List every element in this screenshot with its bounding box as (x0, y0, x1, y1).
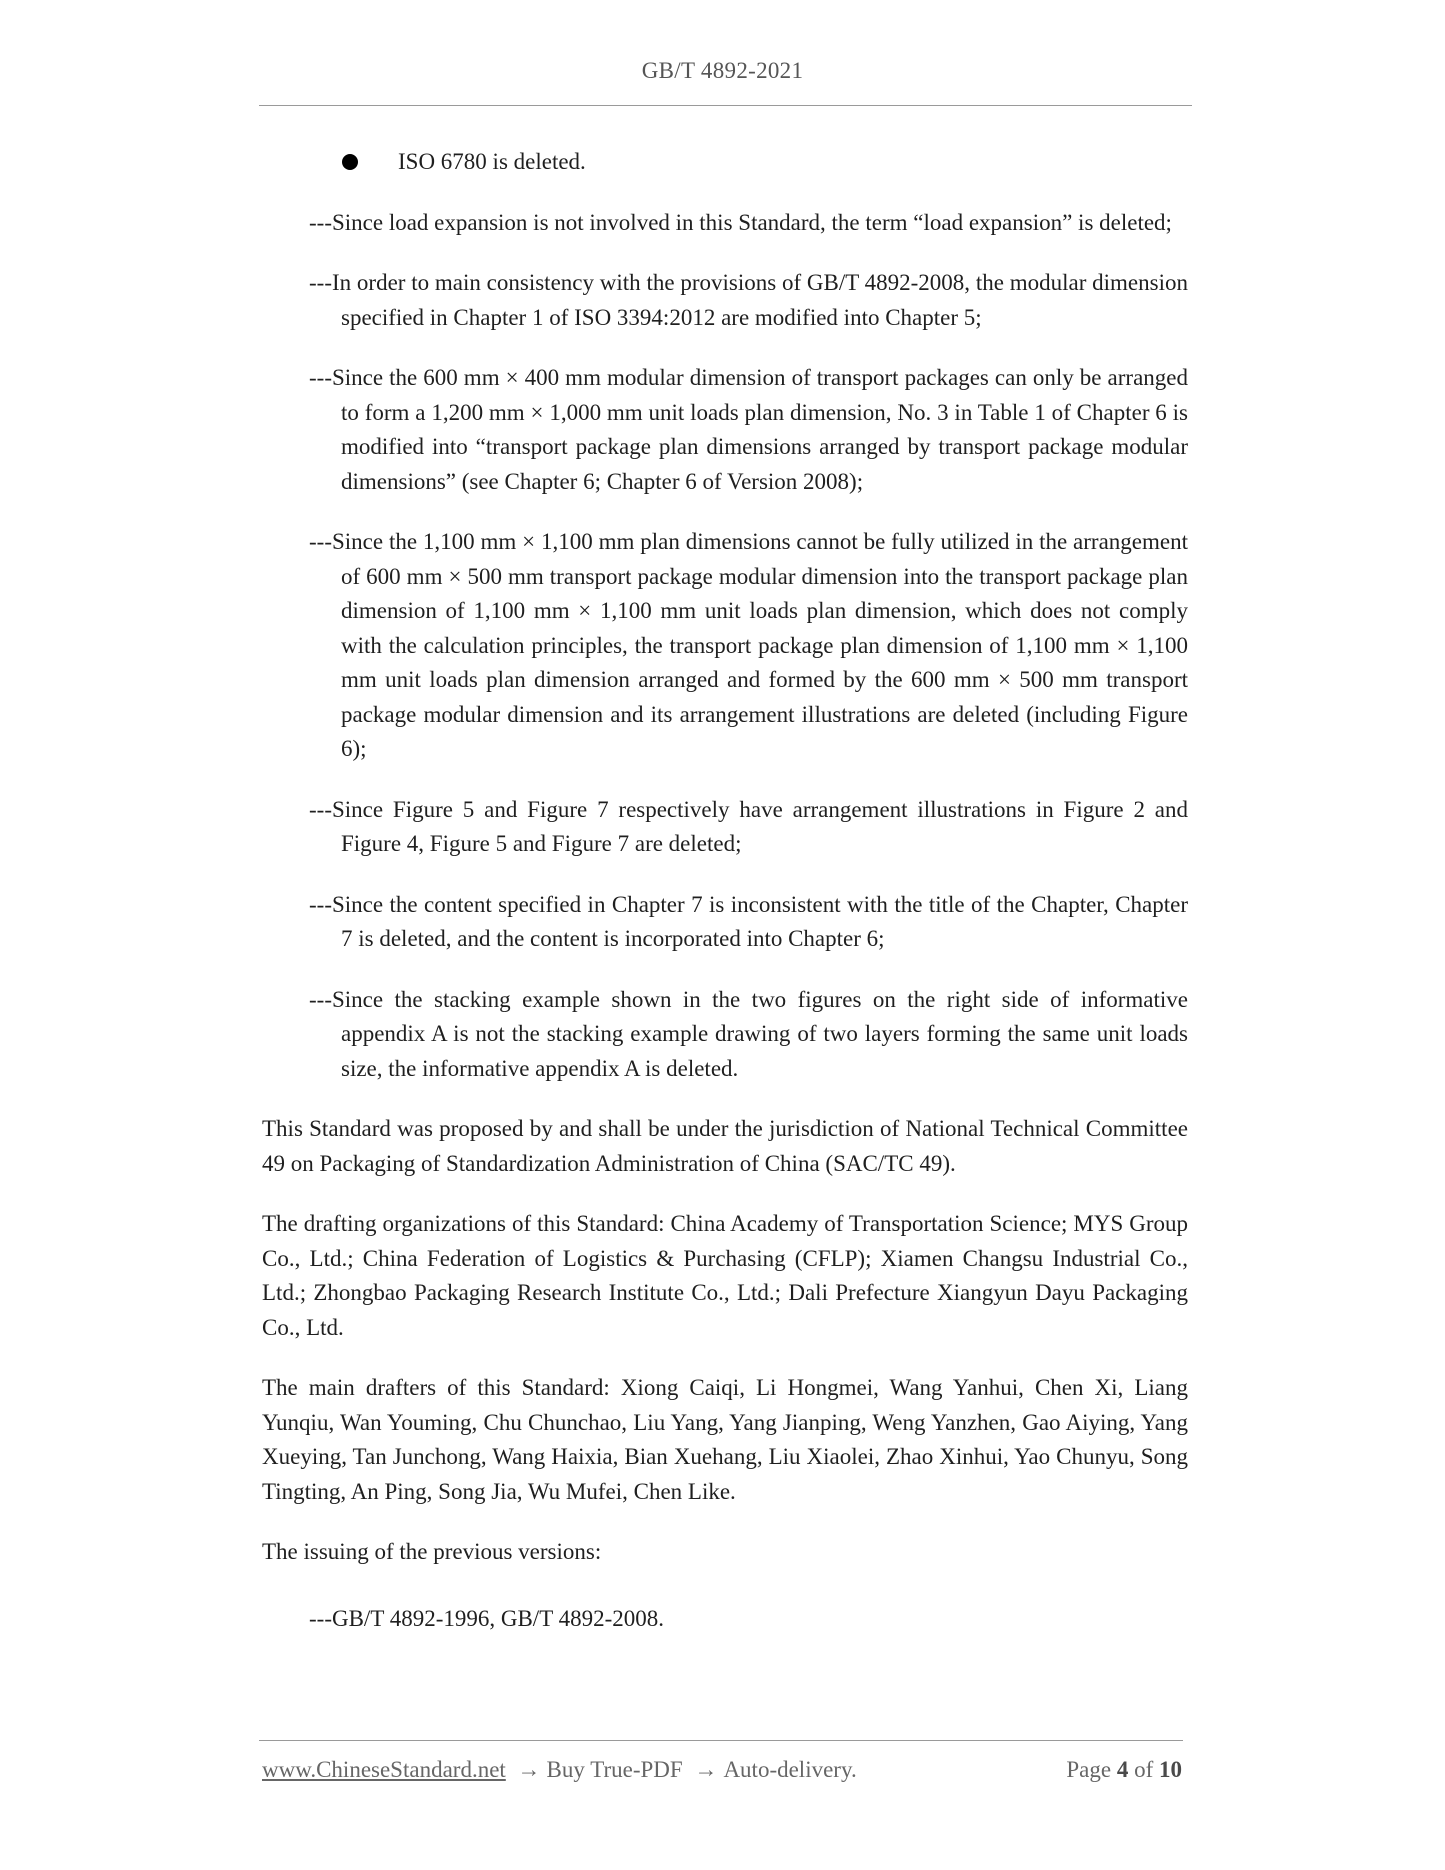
arrow-right-icon: → (694, 1757, 718, 1782)
auto-delivery-text: Auto-delivery. (723, 1757, 857, 1782)
page-of-label: of (1134, 1757, 1154, 1782)
change-item: ---In order to main consistency with the provisions of GB/T 4892-2008, the modular dimension specified in Chapter 1 of ISO 3394:2012 are modified into Chapter 5; (309, 270, 1188, 330)
page-footer (262, 1757, 1182, 1783)
main-drafters-paragraph: The main drafters of this Standard: Xiong Caiqi, Li Hongmei, Wang Yanhui, Chen Xi, Liang Yunqiu, Wan Youming, Chu Chunchao, Liu Yang, Yang Jianping, Weng Yanzhen, Gao Aiying, Yang Xueying, Tan Junchong, Wang Haixia, Bian Xuehang, Liu Xiaolei, Zhao Xinhui, Yao Chunyu, Song Tingting, An Ping, Song Jia, Wu Mufei, Chen Like. (262, 1375, 1188, 1504)
page-number (1066, 1757, 1182, 1783)
buy-pdf-text: Buy True-PDF (546, 1757, 683, 1782)
bullet-dot-icon (342, 154, 358, 170)
previous-versions-list: ---GB/T 4892-1996, GB/T 4892-2008. (309, 1605, 664, 1631)
arrow-right-icon: → (517, 1757, 541, 1782)
page-header-title: GB/T 4892-2021 (641, 58, 804, 83)
drafting-organizations-paragraph: The drafting organizations of this Standard: China Academy of Transportation Science; MYS Group Co., Ltd.; China Federation of Logistics & Purchasing (CFLP); Xiamen Changsu Industrial Co., Ltd.; Zhongbao Packaging Research Institute Co., Ltd.; Dali Prefecture Xiangyun Dayu Packaging Co., Ltd. (262, 1211, 1188, 1340)
previous-versions-heading: The issuing of the previous versions: (262, 1539, 602, 1564)
change-item: ---Since the 1,100 mm × 1,100 mm plan dimensions cannot be fully utilized in the arrangement of 600 mm × 500 mm transport package modular dimension into the transport package plan dimension of 1,100 mm × 1,100 mm unit loads plan dimension, which does not comply with the calculation principles, the transport package plan dimension of 1,100 mm × 1,100 mm unit loads plan dimension arranged and formed by the 600 mm × 500 mm transport package modular dimension and its arrangement illustrations are deleted (including Figure 6); (309, 529, 1188, 761)
bullet-text: ISO 6780 is deleted. (398, 149, 586, 174)
current-page: 4 (1116, 1757, 1129, 1782)
footer-divider (259, 1740, 1183, 1741)
document-body (262, 145, 1188, 1636)
change-item: ---Since the stacking example shown in the two figures on the right side of informative appendix A is not the stacking example drawing of two layers forming the same unit loads size, the informative appendix A is deleted. (309, 986, 1188, 1081)
website-link[interactable]: www.ChineseStandard.net (262, 1757, 506, 1782)
change-item: ---Since Figure 5 and Figure 7 respectively have arrangement illustrations in Figure 2 and Figure 4, Figure 5 and Figure 7 are deleted; (309, 796, 1188, 856)
change-item: ---Since the content specified in Chapter 7 is inconsistent with the title of the Chapter, Chapter 7 is deleted, and the content is incorporated into Chapter 6; (309, 891, 1188, 951)
bullet-item (342, 145, 1188, 180)
header-divider (259, 105, 1192, 106)
footer-promo (262, 1757, 857, 1783)
change-item: ---Since the 600 mm × 400 mm modular dimension of transport packages can only be arranged to form a 1,200 mm × 1,000 mm unit loads plan dimension, No. 3 in Table 1 of Chapter 6 is modified into “transport package plan dimensions arranged by transport package modular dimensions” (see Chapter 6; Chapter 6 of Version 2008); (309, 365, 1188, 494)
total-pages: 10 (1159, 1757, 1182, 1782)
change-item: ---Since load expansion is not involved in this Standard, the term “load expansion” is deleted; (309, 209, 1172, 235)
jurisdiction-paragraph: This Standard was proposed by and shall be under the jurisdiction of National Technical Committee 49 on Packaging of Standardization Administration of China (SAC/TC 49). (262, 1116, 1188, 1176)
page-label: Page (1066, 1757, 1112, 1782)
